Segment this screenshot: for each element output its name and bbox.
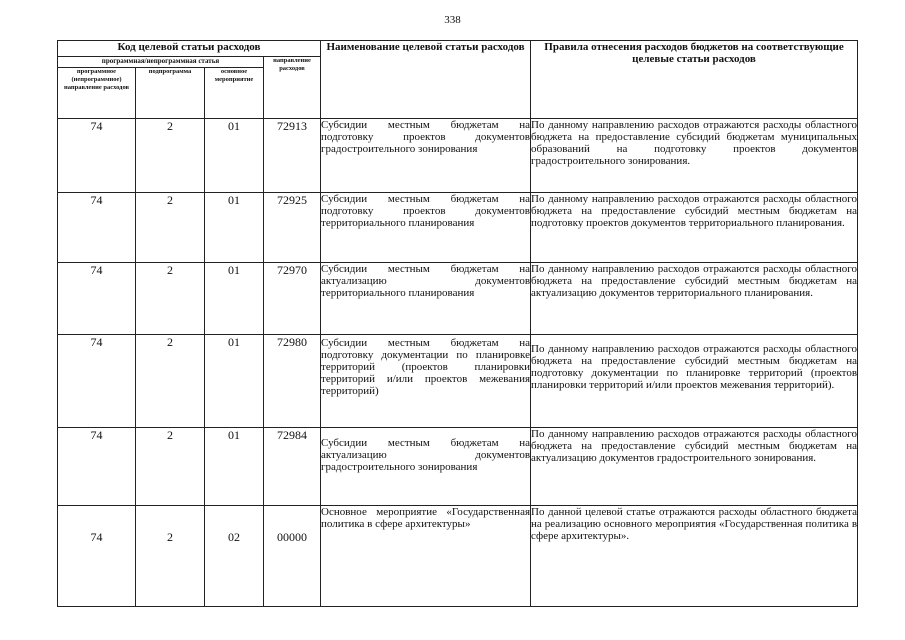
cell-measure: 01 [205, 119, 264, 193]
cell-direction: 72925 [264, 193, 321, 263]
header-rules: Правила отнесения расходов бюджетов на соответствующие целевые статьи расходов [531, 41, 858, 119]
table-row [58, 119, 858, 193]
cell-rule: По данной целевой статье отражаются расходы областного бюджета на реализацию основного мероприятия «Государственная политика в сфере архитектуры». [531, 506, 858, 607]
table-row [58, 506, 858, 607]
table-row [58, 428, 858, 506]
cell-program: 74 [58, 119, 136, 193]
cell-name: Субсидии местным бюджетам на подготовку документации по планировке территорий (проектов планировки территорий и/или проектов межевания территорий) [321, 335, 531, 428]
cell-measure: 01 [205, 263, 264, 335]
cell-name: Субсидии местным бюджетам на подготовку проектов документов градостроительного зонирования [321, 119, 531, 193]
cell-name: Основное мероприятие «Государственная политика в сфере архитектуры» [321, 506, 531, 607]
target-expense-table [57, 40, 858, 607]
header-code-group: Код целевой статьи расходов [58, 41, 321, 57]
cell-direction: 72970 [264, 263, 321, 335]
cell-subprogram: 2 [136, 119, 205, 193]
table-row [58, 263, 858, 335]
cell-direction: 72984 [264, 428, 321, 506]
header-subprogram: подпрограмма [136, 68, 205, 119]
cell-program: 74 [58, 335, 136, 428]
cell-subprogram: 2 [136, 193, 205, 263]
cell-program: 74 [58, 263, 136, 335]
cell-rule: По данному направлению расходов отражаются расходы областного бюджета на предоставление субсидий местным бюджетам на актуализацию документов территориального планирования. [531, 263, 858, 335]
cell-direction: 00000 [264, 506, 321, 607]
header-direction: направление расходов [264, 57, 321, 119]
cell-rule: По данному направлению расходов отражаются расходы областного бюджета на предоставление субсидий местным бюджетам на подготовку проектов документов территориального планирования. [531, 193, 858, 263]
cell-program: 74 [58, 193, 136, 263]
page-number: 338 [444, 14, 461, 26]
cell-measure: 02 [205, 506, 264, 607]
cell-subprogram: 2 [136, 506, 205, 607]
cell-subprogram: 2 [136, 263, 205, 335]
header-program: программное (непрограммное) направление расходов [58, 68, 136, 119]
header-program-group: программная/непрограммная статья [58, 57, 264, 68]
cell-measure: 01 [205, 428, 264, 506]
cell-rule: По данному направлению расходов отражаются расходы областного бюджета на предоставление субсидий местным бюджетам на подготовку документации по планировке территорий (проектов планировки территорий и/или проектов межевания территорий). [531, 335, 858, 428]
cell-measure: 01 [205, 193, 264, 263]
table-row [58, 335, 858, 428]
cell-measure: 01 [205, 335, 264, 428]
cell-name: Субсидии местным бюджетам на подготовку проектов документов территориального планирования [321, 193, 531, 263]
cell-program: 74 [58, 506, 136, 607]
cell-rule: По данному направлению расходов отражаются расходы областного бюджета на предоставление субсидий бюджетам муниципальных образований на подготовку проектов документов градостроительного зонирования. [531, 119, 858, 193]
cell-direction: 72913 [264, 119, 321, 193]
cell-rule: По данному направлению расходов отражаются расходы областного бюджета на предоставление субсидий местным бюджетам на актуализацию документов градостроительного зонирования. [531, 428, 858, 506]
table-row [58, 193, 858, 263]
header-name: Наименование целевой статьи расходов [321, 41, 531, 119]
cell-name: Субсидии местным бюджетам на актуализацию документов территориального планирования [321, 263, 531, 335]
cell-name: Субсидии местным бюджетам на актуализацию документов градостроительного зонирования [321, 428, 531, 506]
cell-subprogram: 2 [136, 335, 205, 428]
header-measure: основное мероприятие [205, 68, 264, 119]
cell-direction: 72980 [264, 335, 321, 428]
cell-program: 74 [58, 428, 136, 506]
cell-subprogram: 2 [136, 428, 205, 506]
